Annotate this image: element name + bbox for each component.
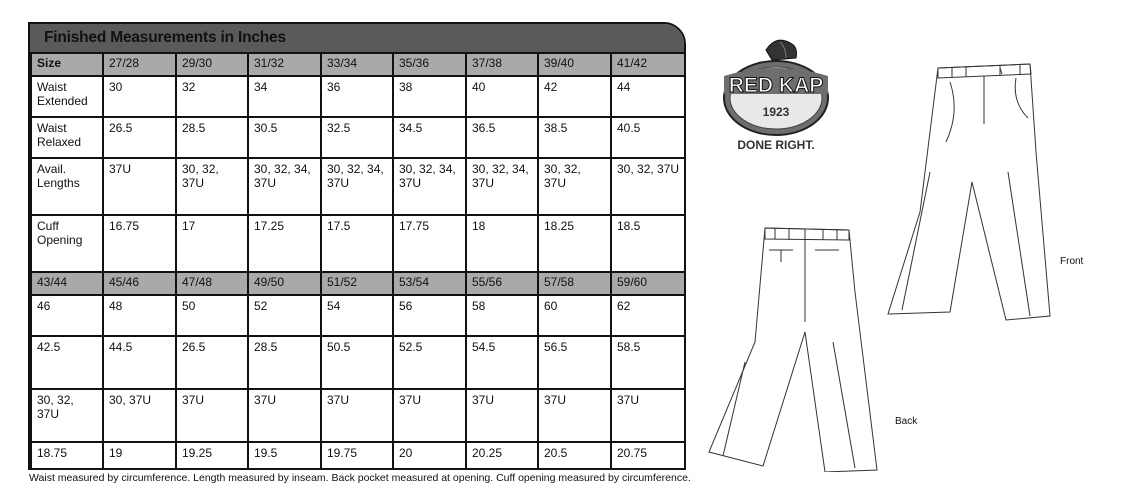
value-cell: 18 <box>466 215 538 272</box>
value-cell: 18.5 <box>611 215 685 272</box>
pants-front-illustration <box>880 62 1080 324</box>
red-kap-logo <box>722 36 830 156</box>
title-bar <box>30 24 684 54</box>
value-cell: 20 <box>393 442 466 470</box>
value-cell: 26.5 <box>176 336 248 389</box>
size-cell: 33/34 <box>321 53 393 76</box>
value-cell: 46 <box>31 295 103 336</box>
value-cell: 58.5 <box>611 336 685 389</box>
value-cell: 19.75 <box>321 442 393 470</box>
value-cell: 30 <box>103 76 176 117</box>
value-cell: 52 <box>248 295 321 336</box>
svg-text:DONE RIGHT.: DONE RIGHT. <box>737 138 815 152</box>
value-cell: 42 <box>538 76 611 117</box>
value-cell: 32.5 <box>321 117 393 158</box>
value-cell: 37U <box>466 389 538 442</box>
value-cell: 44.5 <box>103 336 176 389</box>
value-cell: 20.25 <box>466 442 538 470</box>
value-cell: 17.25 <box>248 215 321 272</box>
value-cell: 17.5 <box>321 215 393 272</box>
value-cell: 30, 37U <box>103 389 176 442</box>
value-cell: 19.5 <box>248 442 321 470</box>
row-label: Avail. Lengths <box>31 158 103 215</box>
footnote: Waist measured by circumference. Length measured by inseam. Back pocket measured at opening. Cuff opening measured by circumference. <box>29 472 691 484</box>
value-cell: 30, 32, 37U <box>31 389 103 442</box>
measurement-row <box>31 215 685 272</box>
size-cell: 49/50 <box>248 272 321 295</box>
back-label: Back <box>895 416 918 427</box>
value-cell: 30.5 <box>248 117 321 158</box>
value-cell: 38.5 <box>538 117 611 158</box>
pants-back-illustration <box>705 222 895 472</box>
value-cell: 26.5 <box>103 117 176 158</box>
measurement-row <box>31 442 685 470</box>
size-cell: 51/52 <box>321 272 393 295</box>
value-cell: 54.5 <box>466 336 538 389</box>
value-cell: 54 <box>321 295 393 336</box>
value-cell: 56 <box>393 295 466 336</box>
value-cell: 30, 32, 34, 37U <box>466 158 538 215</box>
value-cell: 30, 32, 37U <box>611 158 685 215</box>
value-cell: 52.5 <box>393 336 466 389</box>
value-cell: 37U <box>538 389 611 442</box>
value-cell: 28.5 <box>248 336 321 389</box>
measurement-row <box>31 336 685 389</box>
value-cell: 17 <box>176 215 248 272</box>
value-cell: 30, 32, 34, 37U <box>248 158 321 215</box>
value-cell: 34 <box>248 76 321 117</box>
size-cell: 39/40 <box>538 53 611 76</box>
size-cell: 27/28 <box>103 53 176 76</box>
size-cell: 59/60 <box>611 272 685 295</box>
size-cell: 47/48 <box>176 272 248 295</box>
size-cell: 55/56 <box>466 272 538 295</box>
measurement-row <box>31 76 685 117</box>
size-cell: 57/58 <box>538 272 611 295</box>
size-cell: 35/36 <box>393 53 466 76</box>
measurement-row <box>31 295 685 336</box>
front-label: Front <box>1060 256 1084 267</box>
svg-text:1923: 1923 <box>762 105 790 119</box>
value-cell: 60 <box>538 295 611 336</box>
size-cell: 53/54 <box>393 272 466 295</box>
size-cell: 37/38 <box>466 53 538 76</box>
value-cell: 18.25 <box>538 215 611 272</box>
value-cell: 37U <box>176 389 248 442</box>
value-cell: 37U <box>103 158 176 215</box>
measurement-row <box>31 389 685 442</box>
value-cell: 19 <box>103 442 176 470</box>
value-cell: 48 <box>103 295 176 336</box>
value-cell: 50.5 <box>321 336 393 389</box>
value-cell: 42.5 <box>31 336 103 389</box>
value-cell: 37U <box>321 389 393 442</box>
size-cell: 45/46 <box>103 272 176 295</box>
value-cell: 34.5 <box>393 117 466 158</box>
size-cell: 31/32 <box>248 53 321 76</box>
value-cell: 56.5 <box>538 336 611 389</box>
value-cell: 36 <box>321 76 393 117</box>
size-cell: 43/44 <box>31 272 103 295</box>
value-cell: 32 <box>176 76 248 117</box>
value-cell: 62 <box>611 295 685 336</box>
value-cell: 18.75 <box>31 442 103 470</box>
value-cell: 40.5 <box>611 117 685 158</box>
value-cell: 37U <box>393 389 466 442</box>
size-header-row <box>31 272 685 295</box>
size-cell: 41/42 <box>611 53 685 76</box>
row-label: Waist Relaxed <box>31 117 103 158</box>
value-cell: 37U <box>248 389 321 442</box>
value-cell: 28.5 <box>176 117 248 158</box>
value-cell: 30, 32, 34, 37U <box>321 158 393 215</box>
value-cell: 17.75 <box>393 215 466 272</box>
value-cell: 40 <box>466 76 538 117</box>
size-label: Size <box>31 53 103 76</box>
value-cell: 30, 32, 37U <box>538 158 611 215</box>
value-cell: 58 <box>466 295 538 336</box>
size-cell: 29/30 <box>176 53 248 76</box>
row-label: Cuff Opening <box>31 215 103 272</box>
svg-text:RED KAP: RED KAP <box>728 74 824 97</box>
chart-title: Finished Measurements in Inches <box>44 29 286 46</box>
value-cell: 37U <box>611 389 685 442</box>
value-cell: 44 <box>611 76 685 117</box>
measurement-chart <box>28 22 686 470</box>
value-cell: 30, 32, 37U <box>176 158 248 215</box>
size-header-row <box>31 53 685 76</box>
measurement-row <box>31 158 685 215</box>
value-cell: 16.75 <box>103 215 176 272</box>
value-cell: 20.5 <box>538 442 611 470</box>
value-cell: 50 <box>176 295 248 336</box>
value-cell: 20.75 <box>611 442 685 470</box>
measurement-row <box>31 117 685 158</box>
row-label: Waist Extended <box>31 76 103 117</box>
value-cell: 36.5 <box>466 117 538 158</box>
value-cell: 30, 32, 34, 37U <box>393 158 466 215</box>
value-cell: 38 <box>393 76 466 117</box>
measurement-table <box>30 52 686 470</box>
value-cell: 19.25 <box>176 442 248 470</box>
